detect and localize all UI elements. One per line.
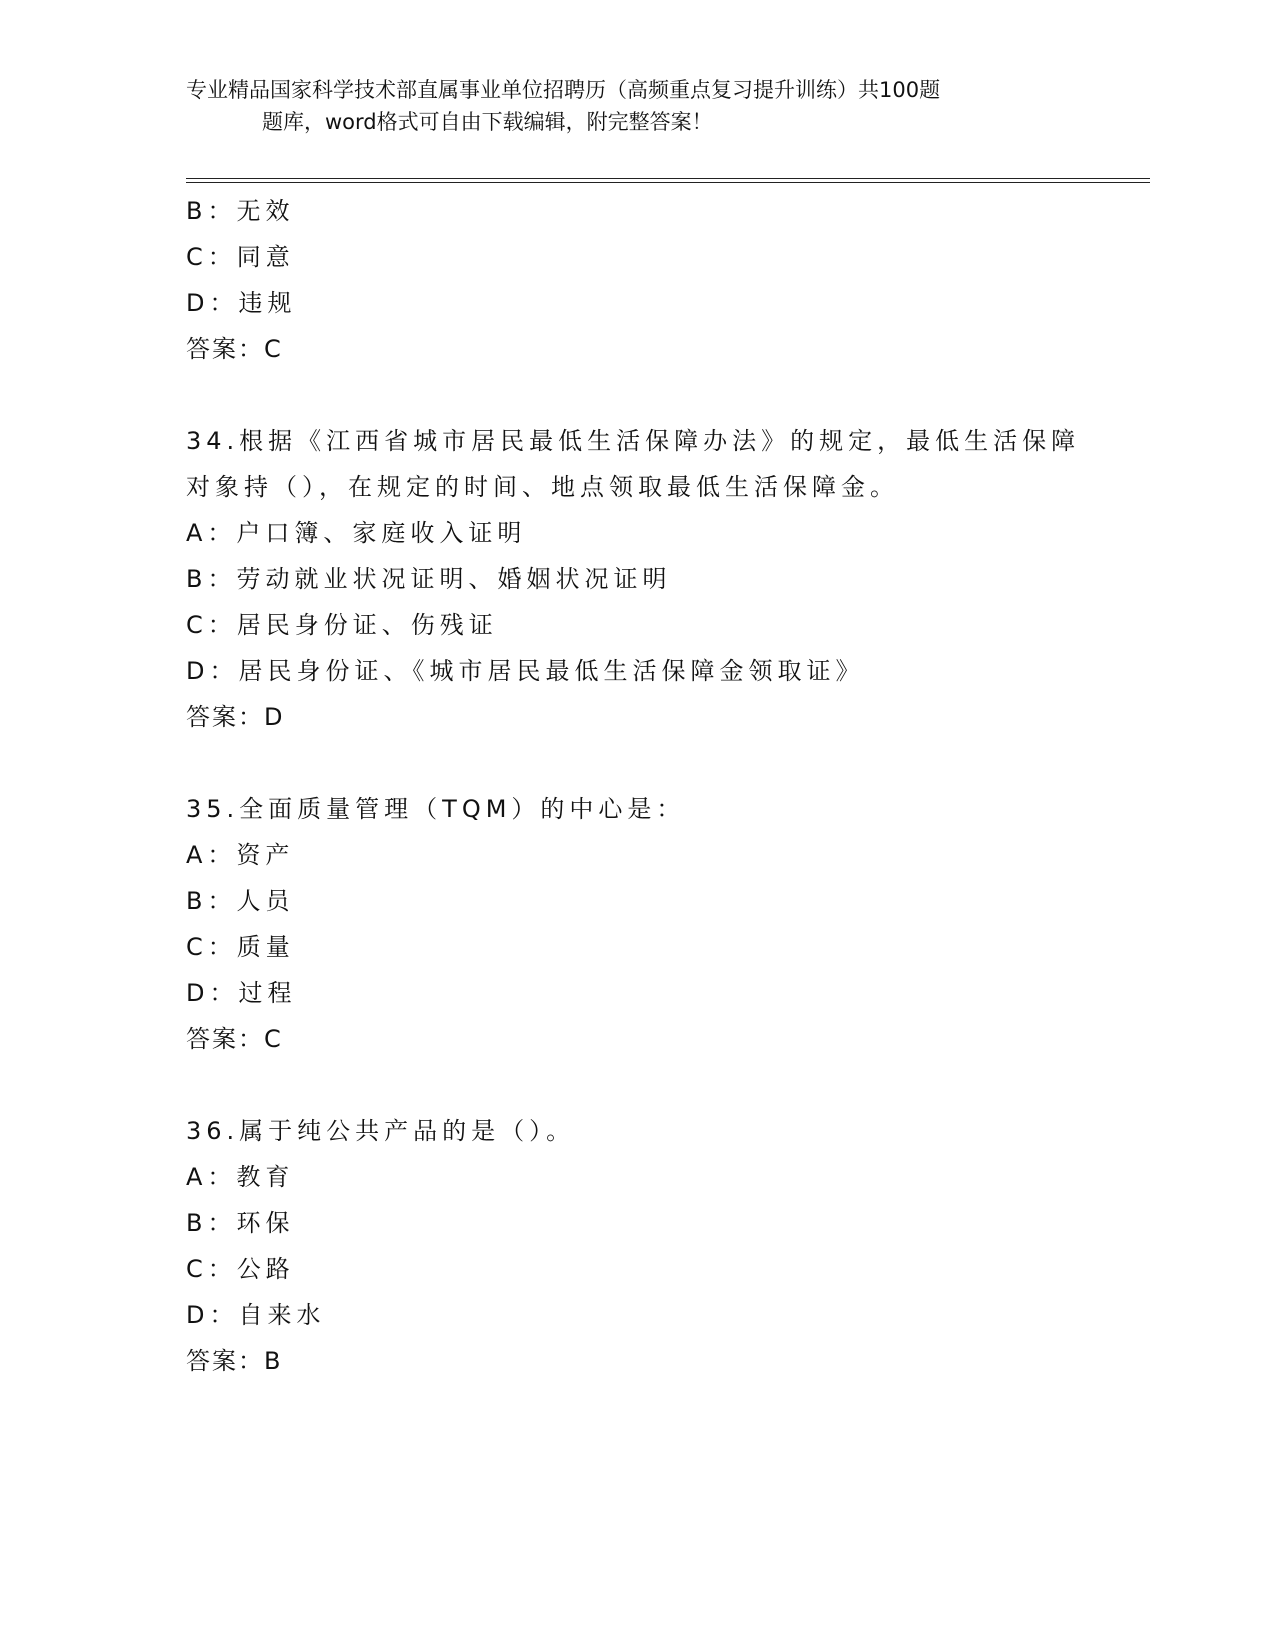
option-b: B：环保: [186, 1209, 295, 1237]
spacer: [186, 372, 1086, 418]
option-b: B：人员: [186, 887, 295, 915]
option-c: C：公路: [186, 1255, 295, 1283]
question-stem: 35.全面质量管理（TQM）的中心是：: [186, 795, 686, 823]
option-c: C：居民身份证、伤残证: [186, 611, 498, 639]
spacer: [186, 740, 1086, 786]
option-d: D：违规: [186, 289, 297, 317]
question-34: [186, 418, 1086, 740]
option-c: C：同意: [186, 243, 295, 271]
option-a: A：教育: [186, 1163, 295, 1191]
option-b: B：无效: [186, 197, 295, 225]
header-line-2: 题库，word格式可自由下载编辑，附完整答案！: [262, 110, 713, 134]
question-stem-line-1: 34.根据《江西省城市居民最低生活保障办法》的规定，最低生活保障: [186, 427, 1081, 455]
option-a: A：资产: [186, 841, 295, 869]
option-a: A：户口簿、家庭收入证明: [186, 519, 527, 547]
question-content: [186, 188, 1086, 1384]
document-header: [186, 74, 1086, 138]
question-36: [186, 1108, 1086, 1384]
option-b: B：劳动就业状况证明、婚姻状况证明: [186, 565, 672, 593]
answer: 答案：B: [186, 1347, 283, 1375]
header-rule-bottom: [186, 182, 1150, 183]
question-stem-line-2: 对象持（），在规定的时间、地点领取最低生活保障金。: [186, 473, 899, 501]
option-d: D：过程: [186, 979, 297, 1007]
question-33-tail: [186, 188, 1086, 372]
header-rule-top: [186, 178, 1150, 179]
question-35: [186, 786, 1086, 1062]
question-stem: 36.属于纯公共产品的是（）。: [186, 1117, 576, 1145]
option-d: D：自来水: [186, 1301, 326, 1329]
spacer: [186, 1062, 1086, 1108]
option-c: C：质量: [186, 933, 295, 961]
option-d: D：居民身份证、《城市居民最低生活保障金领取证》: [186, 657, 865, 685]
answer: 答案：C: [186, 335, 283, 363]
answer: 答案：C: [186, 1025, 283, 1053]
header-line-1: 专业精品国家科学技术部直属事业单位招聘历（高频重点复习提升训练）共100题: [186, 78, 941, 102]
answer: 答案：D: [186, 703, 285, 731]
